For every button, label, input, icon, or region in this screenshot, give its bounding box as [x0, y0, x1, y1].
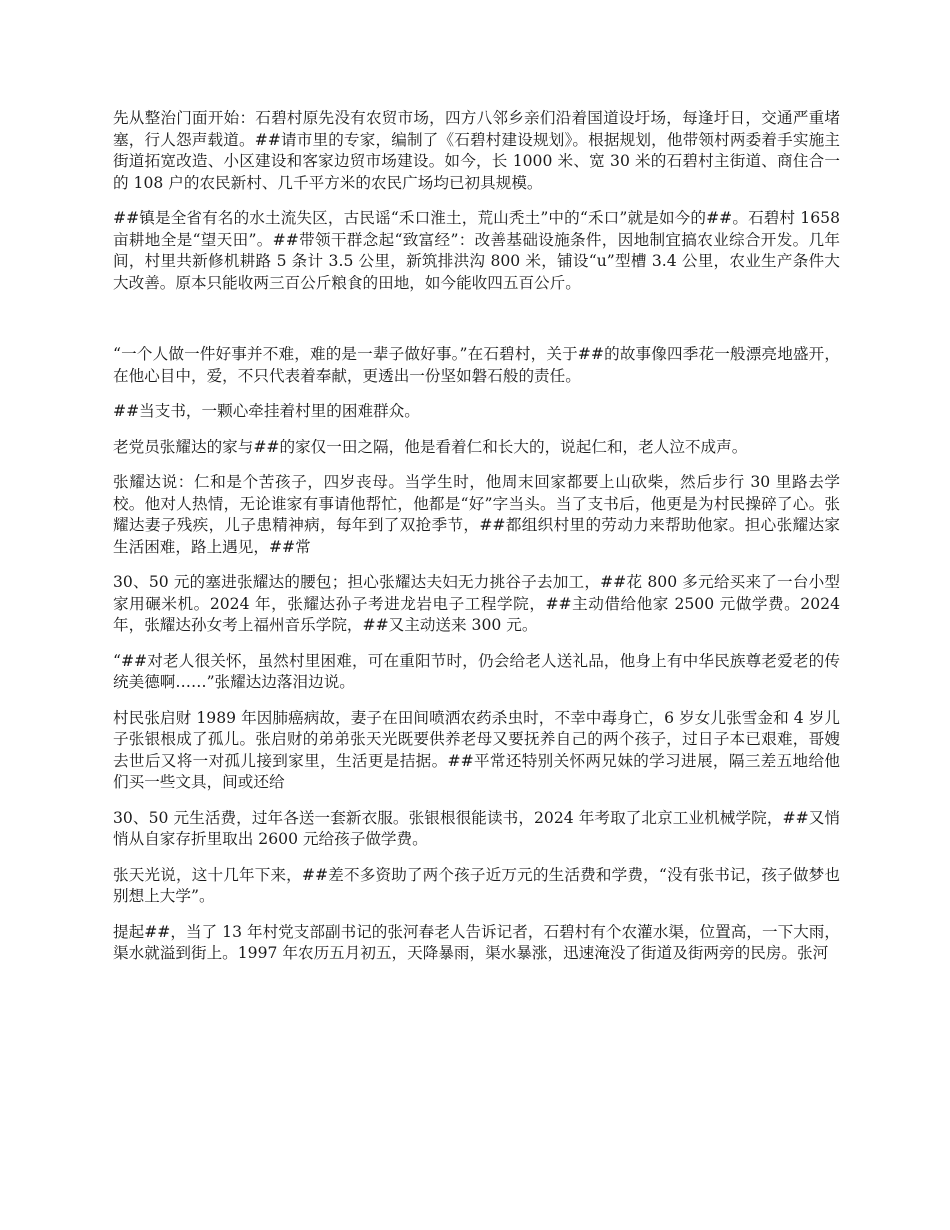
paragraph: ##当支书，一颗心牵挂着村里的困难群众。: [113, 402, 420, 420]
paragraph: 先从整治门面开始：石碧村原先没有农贸市场，四方八邻乡亲们沿着国道设圩场，每逢圩日，交通严重堵塞，行人怨声载道。##请市里的专家，编制了《石碧村建设规划》。根据规划，他带领村两委着手实施主街道拓宽改造、小区建设和客家边贸市场建设。如今，长 1000 米、宽 30 米的石碧村主街道、商住合一的 108 户的农民新村、几千平方米的农民广场均已初具规模。: [113, 109, 840, 192]
section-divider: [113, 308, 840, 344]
paragraph: 30、50 元生活费，过年各送一套新衣服。张银根很能读书，2024 年考取了北京工业机械学院，##又悄悄从自家存折里取出 2600 元给孩子做学费。: [113, 808, 840, 848]
paragraph: 30、50 元的塞进张耀达的腰包；担心张耀达夫妇无力挑谷子去加工，##花 800 多元给买来了一台小型家用碾米机。2024 年，张耀达孙子考进龙岩电子工程学院，##主动借给他家 2500 元做学费。2024 年，张耀达孙女考上福州音乐学院，##又主动送来 300 元。: [113, 573, 840, 634]
paragraph: ##镇是全省有名的水土流失区，古民谣“禾口淮土，荒山秃土”中的“禾口”就是如今的##。石碧村 1658 亩耕地全是“望天田”。##带领干群念起“致富经”：改善基础设施条件，因地制宜搞农业综合开发。几年间，村里共新修机耕路 5 条计 3.5 公里，新筑排洪沟 800 米，铺设“u”型槽 3.4 公里，农业生产条件大大改善。原本只能收两三百公斤粮食的田地，如今能收四五百公斤。: [113, 209, 840, 292]
paragraph: 张天光说，这十几年下来，##差不多资助了两个孩子近万元的生活费和学费，“没有张书记，孩子做梦也别想上大学”。: [113, 865, 840, 905]
paragraph: “一个人做一件好事并不难，难的是一辈子做好事。”在石碧村，关于##的故事像四季花一般漂亮地盛开，在他心目中，爱，不只代表着奉献，更透出一份坚如磐石般的责任。: [113, 345, 840, 385]
paragraph: “##对老人很关怀，虽然村里困难，可在重阳节时，仍会给老人送礼品，他身上有中华民族尊老爱老的传统美德啊……”张耀达边落泪边说。: [113, 651, 840, 691]
paragraph: 张耀达说：仁和是个苦孩子，四岁丧母。当学生时，他周末回家都要上山砍柴，然后步行 30 里路去学校。他对人热情，无论谁家有事请他帮忙，他都是“好”字当头。当了支书后，他更是为村民操碎了心。张耀达妻子残疾，儿子患精神病，每年到了双抢季节，##都组织村里的劳动力来帮助他家。担心张耀达家生活困难，路上遇见，##常: [113, 473, 840, 556]
paragraph: 村民张启财 1989 年因肺癌病故，妻子在田间喷洒农药杀虫时，不幸中毒身亡，6 岁女儿张雪金和 4 岁儿子张银根成了孤儿。张启财的弟弟张天光既要供养老母又要抚养自己的两个孩子，过日子本已艰难，哥嫂去世后又将一对孤儿接到家里，生活更是拮据。##平常还特别关怀两兄妹的学习进展，隔三差五地给他们买一些文具，间或还给: [113, 708, 840, 791]
paragraph: 提起##，当了 13 年村党支部副书记的张河春老人告诉记者，石碧村有个农灌水渠，位置高，一下大雨，渠水就溢到街上。1997 年农历五月初五，天降暴雨，渠水暴涨，迅速淹没了街道及街两旁的民房。张河: [113, 922, 840, 962]
document-page: [113, 108, 840, 979]
paragraph: 老党员张耀达的家与##的家仅一田之隔，他是看着仁和长大的，说起仁和，老人泣不成声。: [113, 437, 748, 456]
